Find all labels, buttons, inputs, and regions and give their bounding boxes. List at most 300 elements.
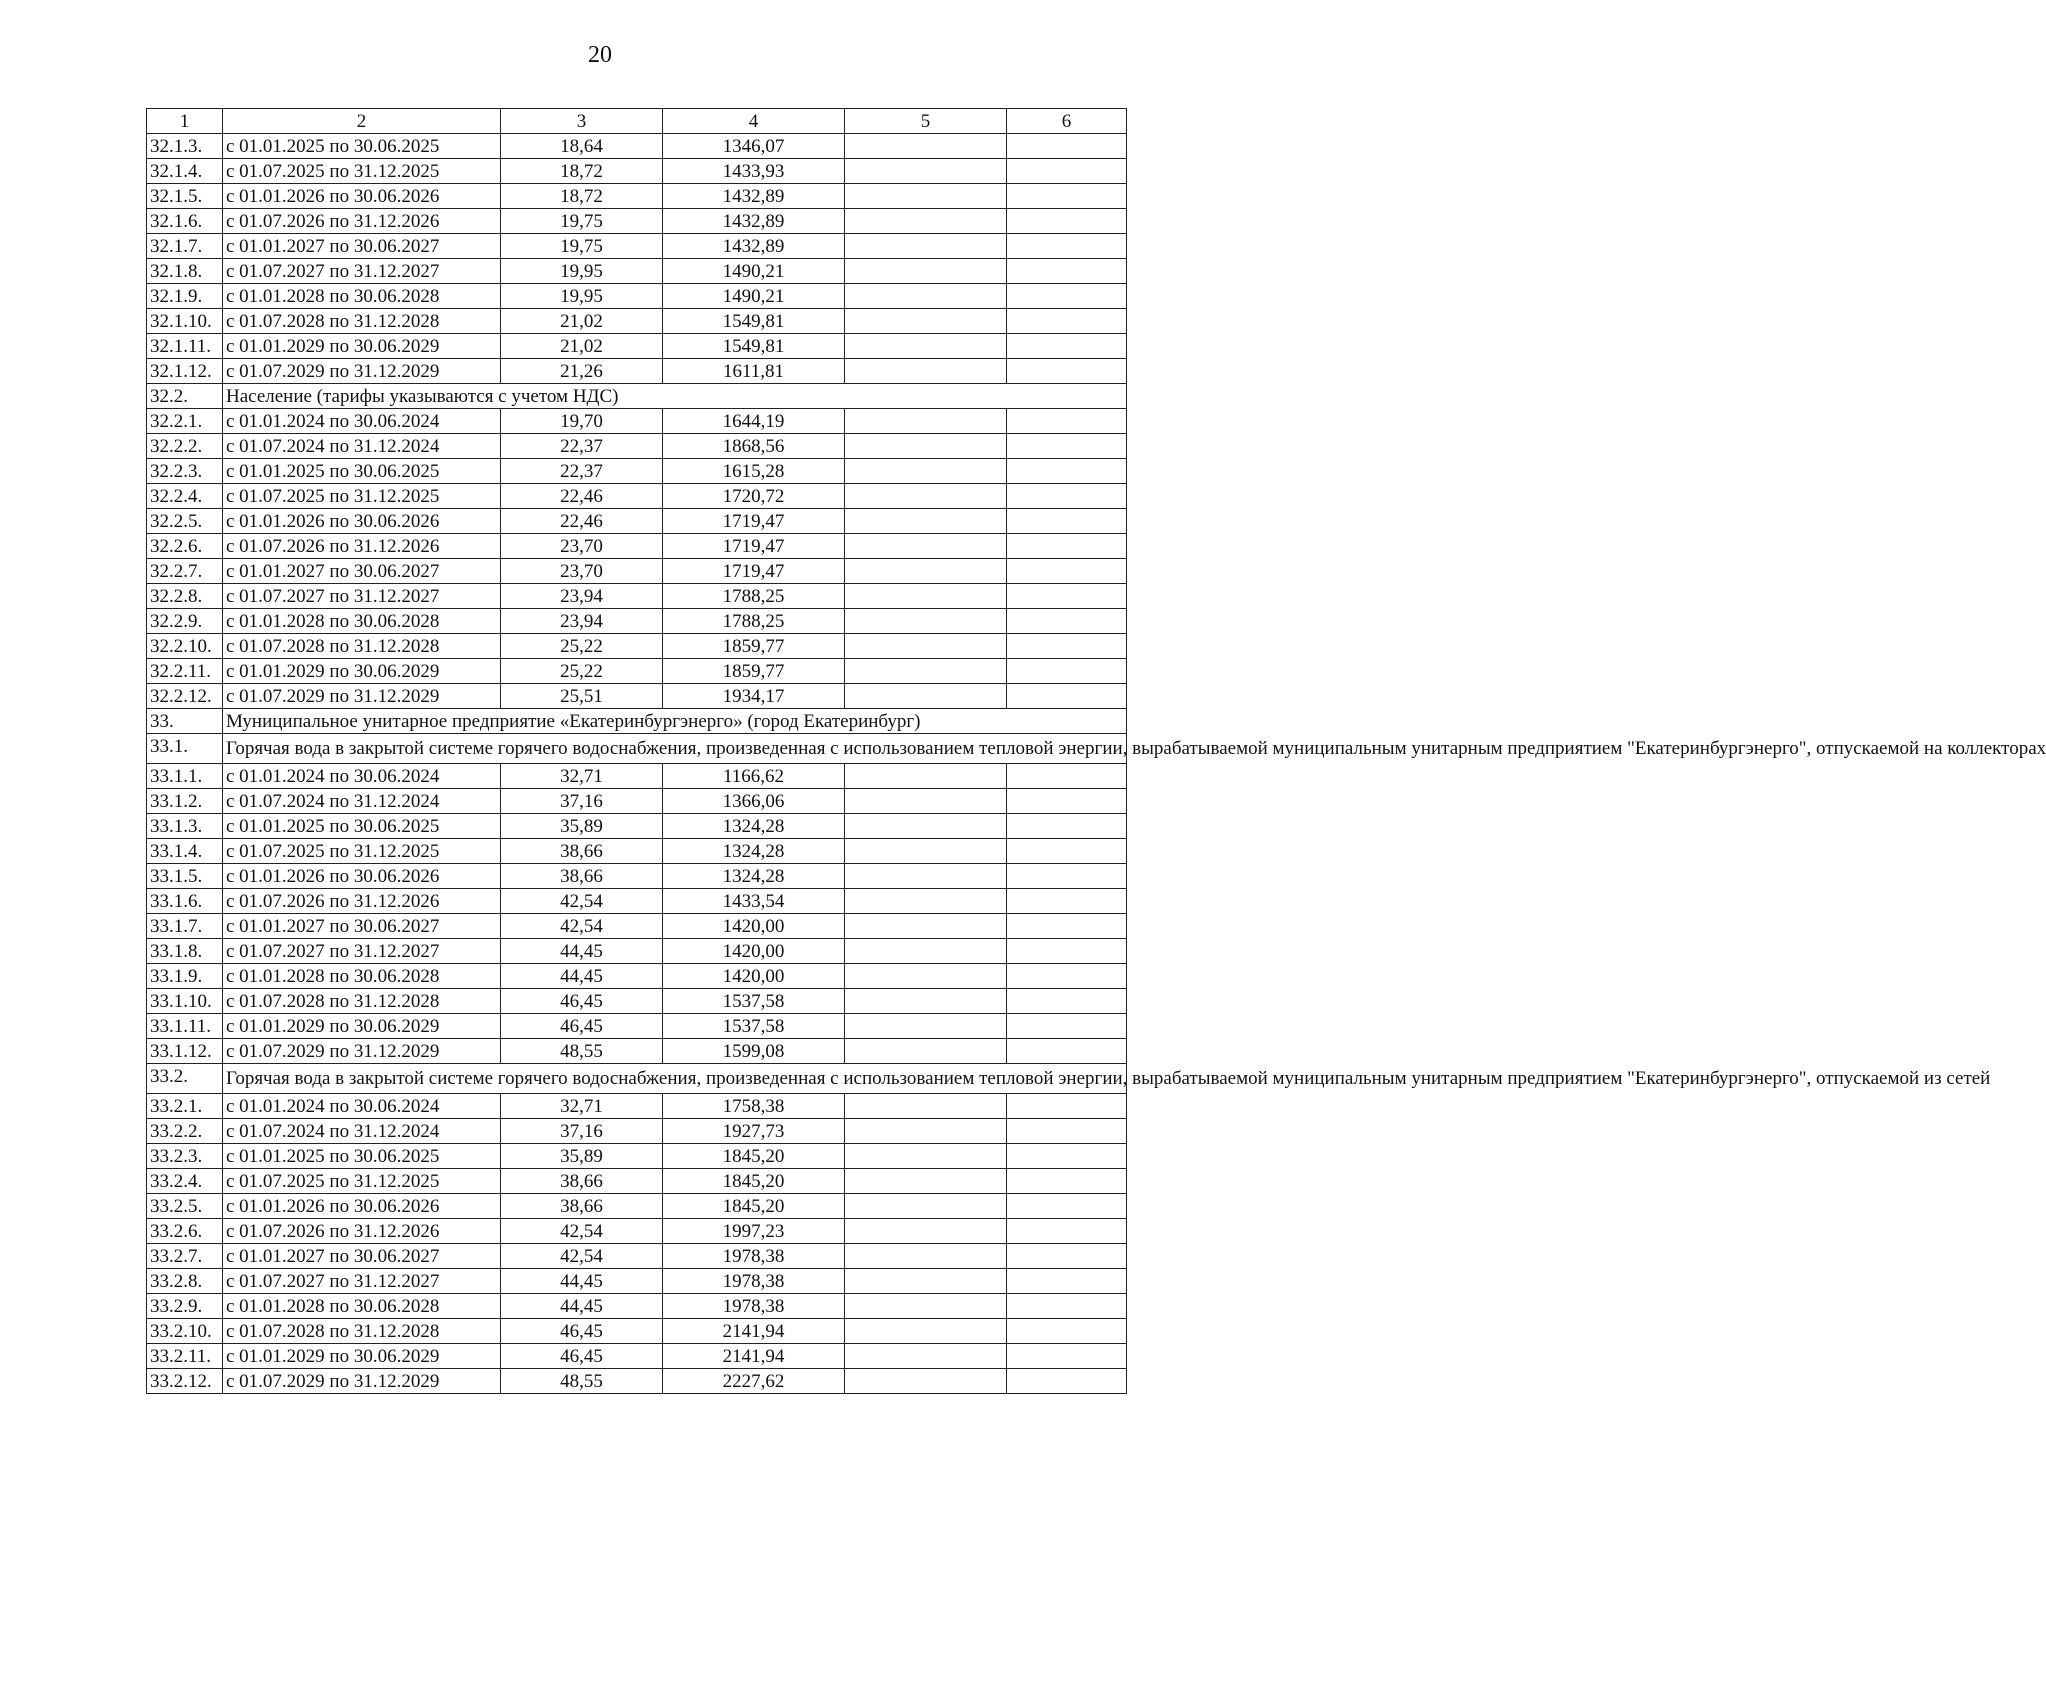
header-cell-6: 6 xyxy=(1007,109,1127,134)
page-number: 20 xyxy=(588,42,612,68)
period-cell: с 01.07.2025 по 31.12.2025 xyxy=(223,484,501,509)
period-cell: с 01.01.2027 по 30.06.2027 xyxy=(223,914,501,939)
empty-col6 xyxy=(1007,584,1127,609)
empty-col6 xyxy=(1007,1169,1127,1194)
description-row xyxy=(147,1064,1127,1094)
row-number: 32.1.3. xyxy=(147,134,223,159)
period-cell: с 01.07.2026 по 31.12.2026 xyxy=(223,1219,501,1244)
empty-col5 xyxy=(845,484,1007,509)
empty-col5 xyxy=(845,509,1007,534)
table-row xyxy=(147,684,1127,709)
section-title: Население (тарифы указываются с учетом НДС) xyxy=(223,384,1127,409)
value-col3: 22,46 xyxy=(501,509,663,534)
value-col4: 1432,89 xyxy=(663,209,845,234)
row-number: 32.1.11. xyxy=(147,334,223,359)
row-number: 32.2.7. xyxy=(147,559,223,584)
value-col4: 1599,08 xyxy=(663,1039,845,1064)
value-col3: 18,72 xyxy=(501,159,663,184)
row-number: 32.2. xyxy=(147,384,223,409)
empty-col5 xyxy=(845,789,1007,814)
value-col4: 1537,58 xyxy=(663,989,845,1014)
table-row xyxy=(147,659,1127,684)
value-col3: 21,02 xyxy=(501,334,663,359)
period-cell: с 01.01.2025 по 30.06.2025 xyxy=(223,134,501,159)
value-col3: 19,95 xyxy=(501,259,663,284)
value-col3: 19,95 xyxy=(501,284,663,309)
empty-col6 xyxy=(1007,1244,1127,1269)
row-number: 33.2.5. xyxy=(147,1194,223,1219)
empty-col5 xyxy=(845,634,1007,659)
value-col3: 23,94 xyxy=(501,609,663,634)
row-number: 32.2.10. xyxy=(147,634,223,659)
empty-col5 xyxy=(845,409,1007,434)
period-cell: с 01.07.2026 по 31.12.2026 xyxy=(223,889,501,914)
table-row xyxy=(147,509,1127,534)
empty-col6 xyxy=(1007,1319,1127,1344)
row-number: 32.1.9. xyxy=(147,284,223,309)
period-cell: с 01.01.2028 по 30.06.2028 xyxy=(223,964,501,989)
row-number: 32.1.10. xyxy=(147,309,223,334)
row-number: 32.2.11. xyxy=(147,659,223,684)
table-row xyxy=(147,1094,1127,1119)
row-number: 32.1.5. xyxy=(147,184,223,209)
period-cell: с 01.01.2026 по 30.06.2026 xyxy=(223,509,501,534)
header-cell-3: 3 xyxy=(501,109,663,134)
table-row xyxy=(147,889,1127,914)
empty-col6 xyxy=(1007,159,1127,184)
row-number: 33.1.9. xyxy=(147,964,223,989)
row-number: 33.2.11. xyxy=(147,1344,223,1369)
value-col4: 1433,93 xyxy=(663,159,845,184)
table-row xyxy=(147,764,1127,789)
table-row xyxy=(147,814,1127,839)
empty-col5 xyxy=(845,659,1007,684)
period-cell: с 01.07.2027 по 31.12.2027 xyxy=(223,259,501,284)
value-col3: 22,37 xyxy=(501,459,663,484)
row-number: 33.2.7. xyxy=(147,1244,223,1269)
tariff-table-body xyxy=(147,109,2046,1394)
period-cell: с 01.01.2028 по 30.06.2028 xyxy=(223,609,501,634)
row-number: 32.1.8. xyxy=(147,259,223,284)
row-number: 33. xyxy=(147,709,223,734)
table-row xyxy=(147,989,1127,1014)
period-cell: с 01.01.2027 по 30.06.2027 xyxy=(223,559,501,584)
row-number: 33.2.9. xyxy=(147,1294,223,1319)
section-row xyxy=(147,384,1127,409)
period-cell: с 01.07.2024 по 31.12.2024 xyxy=(223,789,501,814)
table-row xyxy=(147,964,1127,989)
empty-col5 xyxy=(845,939,1007,964)
value-col4: 1719,47 xyxy=(663,559,845,584)
empty-col6 xyxy=(1007,1119,1127,1144)
empty-col5 xyxy=(845,1369,1007,1394)
header-cell-4: 4 xyxy=(663,109,845,134)
value-col4: 1366,06 xyxy=(663,789,845,814)
empty-col6 xyxy=(1007,1014,1127,1039)
period-cell: с 01.01.2027 по 30.06.2027 xyxy=(223,234,501,259)
table-row xyxy=(147,1369,1127,1394)
value-col4: 1166,62 xyxy=(663,764,845,789)
empty-col5 xyxy=(845,1144,1007,1169)
empty-col6 xyxy=(1007,184,1127,209)
table-row xyxy=(147,284,1127,309)
table-row xyxy=(147,334,1127,359)
value-col4: 1845,20 xyxy=(663,1169,845,1194)
period-cell: с 01.07.2026 по 31.12.2026 xyxy=(223,209,501,234)
empty-col5 xyxy=(845,534,1007,559)
value-col3: 18,64 xyxy=(501,134,663,159)
period-cell: с 01.07.2024 по 31.12.2024 xyxy=(223,434,501,459)
period-cell: с 01.01.2025 по 30.06.2025 xyxy=(223,459,501,484)
empty-col5 xyxy=(845,1319,1007,1344)
value-col3: 21,02 xyxy=(501,309,663,334)
empty-col5 xyxy=(845,1344,1007,1369)
table-row xyxy=(147,584,1127,609)
empty-col5 xyxy=(845,259,1007,284)
empty-col5 xyxy=(845,1244,1007,1269)
value-col4: 1346,07 xyxy=(663,134,845,159)
table-row xyxy=(147,259,1127,284)
value-col4: 1719,47 xyxy=(663,509,845,534)
table-row xyxy=(147,434,1127,459)
row-number: 32.1.4. xyxy=(147,159,223,184)
period-cell: с 01.01.2025 по 30.06.2025 xyxy=(223,1144,501,1169)
empty-col6 xyxy=(1007,659,1127,684)
value-col4: 1859,77 xyxy=(663,659,845,684)
empty-col5 xyxy=(845,1294,1007,1319)
period-cell: с 01.01.2026 по 30.06.2026 xyxy=(223,864,501,889)
value-col4: 1788,25 xyxy=(663,584,845,609)
empty-col6 xyxy=(1007,1219,1127,1244)
empty-col5 xyxy=(845,434,1007,459)
period-cell: с 01.07.2028 по 31.12.2028 xyxy=(223,989,501,1014)
empty-col5 xyxy=(845,964,1007,989)
value-col3: 25,22 xyxy=(501,659,663,684)
value-col4: 2141,94 xyxy=(663,1344,845,1369)
row-number: 33.1.5. xyxy=(147,864,223,889)
value-col3: 32,71 xyxy=(501,764,663,789)
empty-col5 xyxy=(845,334,1007,359)
row-number: 32.2.9. xyxy=(147,609,223,634)
header-cell-1: 1 xyxy=(147,109,223,134)
value-col3: 19,75 xyxy=(501,234,663,259)
value-col4: 1537,58 xyxy=(663,1014,845,1039)
value-col3: 35,89 xyxy=(501,814,663,839)
value-col3: 44,45 xyxy=(501,939,663,964)
value-col4: 1420,00 xyxy=(663,914,845,939)
empty-col5 xyxy=(845,989,1007,1014)
value-col3: 22,37 xyxy=(501,434,663,459)
empty-col5 xyxy=(845,584,1007,609)
value-col3: 18,72 xyxy=(501,184,663,209)
table-row xyxy=(147,1294,1127,1319)
table-row xyxy=(147,634,1127,659)
value-col3: 35,89 xyxy=(501,1144,663,1169)
period-cell: с 01.07.2027 по 31.12.2027 xyxy=(223,939,501,964)
value-col3: 38,66 xyxy=(501,1169,663,1194)
table-row xyxy=(147,864,1127,889)
value-col3: 48,55 xyxy=(501,1369,663,1394)
empty-col5 xyxy=(845,359,1007,384)
period-cell: с 01.01.2026 по 30.06.2026 xyxy=(223,1194,501,1219)
empty-col6 xyxy=(1007,434,1127,459)
row-number: 33.1.10. xyxy=(147,989,223,1014)
value-col4: 1978,38 xyxy=(663,1269,845,1294)
empty-col6 xyxy=(1007,1194,1127,1219)
table-row xyxy=(147,459,1127,484)
row-number: 32.2.5. xyxy=(147,509,223,534)
table-row xyxy=(147,209,1127,234)
empty-col6 xyxy=(1007,234,1127,259)
value-col3: 23,70 xyxy=(501,559,663,584)
empty-col5 xyxy=(845,1269,1007,1294)
table-row xyxy=(147,789,1127,814)
table-row xyxy=(147,1014,1127,1039)
empty-col5 xyxy=(845,459,1007,484)
value-col4: 1420,00 xyxy=(663,939,845,964)
period-cell: с 01.01.2028 по 30.06.2028 xyxy=(223,284,501,309)
period-cell: с 01.01.2029 по 30.06.2029 xyxy=(223,334,501,359)
table-row xyxy=(147,559,1127,584)
row-number: 33.1.7. xyxy=(147,914,223,939)
table-row xyxy=(147,1269,1127,1294)
empty-col6 xyxy=(1007,989,1127,1014)
value-col3: 21,26 xyxy=(501,359,663,384)
period-cell: с 01.07.2025 по 31.12.2025 xyxy=(223,159,501,184)
period-cell: с 01.07.2029 по 31.12.2029 xyxy=(223,684,501,709)
value-col4: 1845,20 xyxy=(663,1194,845,1219)
empty-col6 xyxy=(1007,309,1127,334)
empty-col5 xyxy=(845,184,1007,209)
empty-col5 xyxy=(845,1014,1007,1039)
value-col3: 22,46 xyxy=(501,484,663,509)
empty-col6 xyxy=(1007,459,1127,484)
table-row xyxy=(147,939,1127,964)
header-cell-2: 2 xyxy=(223,109,501,134)
value-col3: 48,55 xyxy=(501,1039,663,1064)
row-number: 33.1.2. xyxy=(147,789,223,814)
empty-col6 xyxy=(1007,914,1127,939)
value-col4: 1490,21 xyxy=(663,259,845,284)
table-row xyxy=(147,839,1127,864)
period-cell: с 01.07.2026 по 31.12.2026 xyxy=(223,534,501,559)
value-col4: 1927,73 xyxy=(663,1119,845,1144)
table-row xyxy=(147,1144,1127,1169)
row-number: 32.2.3. xyxy=(147,459,223,484)
row-number: 32.2.2. xyxy=(147,434,223,459)
value-col4: 1978,38 xyxy=(663,1244,845,1269)
empty-col6 xyxy=(1007,259,1127,284)
empty-col5 xyxy=(845,1219,1007,1244)
period-cell: с 01.01.2029 по 30.06.2029 xyxy=(223,1014,501,1039)
value-col3: 42,54 xyxy=(501,914,663,939)
header-cell-5: 5 xyxy=(845,109,1007,134)
empty-col6 xyxy=(1007,684,1127,709)
value-col3: 46,45 xyxy=(501,1344,663,1369)
empty-col6 xyxy=(1007,284,1127,309)
row-number: 32.2.4. xyxy=(147,484,223,509)
empty-col5 xyxy=(845,159,1007,184)
period-cell: с 01.07.2029 по 31.12.2029 xyxy=(223,359,501,384)
table-row xyxy=(147,1169,1127,1194)
empty-col6 xyxy=(1007,939,1127,964)
value-col4: 1432,89 xyxy=(663,234,845,259)
row-number: 33.1.6. xyxy=(147,889,223,914)
value-col3: 38,66 xyxy=(501,839,663,864)
value-col3: 44,45 xyxy=(501,1269,663,1294)
table-row xyxy=(147,1194,1127,1219)
value-col3: 46,45 xyxy=(501,1319,663,1344)
period-cell: с 01.01.2025 по 30.06.2025 xyxy=(223,814,501,839)
period-cell: с 01.01.2029 по 30.06.2029 xyxy=(223,1344,501,1369)
value-col3: 37,16 xyxy=(501,789,663,814)
empty-col5 xyxy=(845,914,1007,939)
row-number: 32.2.12. xyxy=(147,684,223,709)
value-col4: 1997,23 xyxy=(663,1219,845,1244)
value-col4: 1978,38 xyxy=(663,1294,845,1319)
empty-col5 xyxy=(845,559,1007,584)
value-col4: 1868,56 xyxy=(663,434,845,459)
row-number: 33.2.1. xyxy=(147,1094,223,1119)
row-number: 32.1.7. xyxy=(147,234,223,259)
period-cell: с 01.07.2025 по 31.12.2025 xyxy=(223,1169,501,1194)
table-row xyxy=(147,309,1127,334)
table-row xyxy=(147,1344,1127,1369)
empty-col5 xyxy=(845,684,1007,709)
value-col4: 1758,38 xyxy=(663,1094,845,1119)
empty-col5 xyxy=(845,134,1007,159)
table-row xyxy=(147,159,1127,184)
table-row xyxy=(147,1244,1127,1269)
period-cell: с 01.07.2029 по 31.12.2029 xyxy=(223,1369,501,1394)
empty-col6 xyxy=(1007,889,1127,914)
row-number: 32.2.6. xyxy=(147,534,223,559)
empty-col5 xyxy=(845,1094,1007,1119)
row-number: 32.2.1. xyxy=(147,409,223,434)
row-number: 32.1.12. xyxy=(147,359,223,384)
value-col3: 38,66 xyxy=(501,864,663,889)
empty-col5 xyxy=(845,839,1007,864)
empty-col6 xyxy=(1007,789,1127,814)
empty-col6 xyxy=(1007,864,1127,889)
value-col4: 1720,72 xyxy=(663,484,845,509)
period-cell: с 01.07.2028 по 31.12.2028 xyxy=(223,634,501,659)
table-row xyxy=(147,359,1127,384)
table-row xyxy=(147,1219,1127,1244)
empty-col5 xyxy=(845,284,1007,309)
empty-col6 xyxy=(1007,1294,1127,1319)
period-cell: с 01.07.2029 по 31.12.2029 xyxy=(223,1039,501,1064)
section-title: Муниципальное унитарное предприятие «Екатеринбургэнерго» (город Екатеринбург) xyxy=(223,709,1127,734)
value-col3: 46,45 xyxy=(501,989,663,1014)
row-number: 33.1.8. xyxy=(147,939,223,964)
empty-col6 xyxy=(1007,1144,1127,1169)
table-row xyxy=(147,184,1127,209)
section-description: Горячая вода в закрытой системе горячего водоснабжения, произведенная с использованием тепловой энергии, вырабатываемой муниципальным унитарным предприятием "Екатеринбургэнерго", отпускаемой на коллекторах xyxy=(223,734,1127,764)
period-cell: с 01.01.2024 по 30.06.2024 xyxy=(223,1094,501,1119)
table-row xyxy=(147,234,1127,259)
empty-col5 xyxy=(845,209,1007,234)
empty-col6 xyxy=(1007,359,1127,384)
value-col3: 42,54 xyxy=(501,1219,663,1244)
description-row xyxy=(147,734,1127,764)
value-col3: 19,75 xyxy=(501,209,663,234)
value-col3: 25,22 xyxy=(501,634,663,659)
row-number: 33.2.10. xyxy=(147,1319,223,1344)
table-row xyxy=(147,1039,1127,1064)
empty-col5 xyxy=(845,1119,1007,1144)
row-number: 33.2.4. xyxy=(147,1169,223,1194)
period-cell: с 01.07.2025 по 31.12.2025 xyxy=(223,839,501,864)
empty-col6 xyxy=(1007,484,1127,509)
table-row xyxy=(147,914,1127,939)
empty-col5 xyxy=(845,814,1007,839)
empty-col6 xyxy=(1007,509,1127,534)
value-col4: 1859,77 xyxy=(663,634,845,659)
row-number: 32.2.8. xyxy=(147,584,223,609)
value-col3: 44,45 xyxy=(501,1294,663,1319)
period-cell: с 01.07.2024 по 31.12.2024 xyxy=(223,1119,501,1144)
value-col3: 42,54 xyxy=(501,889,663,914)
period-cell: с 01.01.2029 по 30.06.2029 xyxy=(223,659,501,684)
row-number: 33.2.3. xyxy=(147,1144,223,1169)
table-row xyxy=(147,609,1127,634)
row-number: 33.2.8. xyxy=(147,1269,223,1294)
value-col4: 1433,54 xyxy=(663,889,845,914)
empty-col6 xyxy=(1007,764,1127,789)
empty-col6 xyxy=(1007,609,1127,634)
period-cell: с 01.07.2028 по 31.12.2028 xyxy=(223,309,501,334)
value-col4: 2141,94 xyxy=(663,1319,845,1344)
period-cell: с 01.01.2027 по 30.06.2027 xyxy=(223,1244,501,1269)
row-number: 33.2. xyxy=(147,1064,223,1094)
value-col4: 1615,28 xyxy=(663,459,845,484)
period-cell: с 01.07.2028 по 31.12.2028 xyxy=(223,1319,501,1344)
row-number: 33.1.3. xyxy=(147,814,223,839)
empty-col5 xyxy=(845,234,1007,259)
empty-col5 xyxy=(845,864,1007,889)
value-col4: 1549,81 xyxy=(663,309,845,334)
table-row xyxy=(147,1319,1127,1344)
value-col4: 1611,81 xyxy=(663,359,845,384)
value-col4: 1324,28 xyxy=(663,814,845,839)
table-row xyxy=(147,484,1127,509)
empty-col6 xyxy=(1007,1344,1127,1369)
row-number: 33.1.12. xyxy=(147,1039,223,1064)
empty-col6 xyxy=(1007,1094,1127,1119)
value-col3: 37,16 xyxy=(501,1119,663,1144)
empty-col6 xyxy=(1007,559,1127,584)
value-col4: 1934,17 xyxy=(663,684,845,709)
empty-col5 xyxy=(845,609,1007,634)
value-col3: 25,51 xyxy=(501,684,663,709)
row-number: 33.2.12. xyxy=(147,1369,223,1394)
empty-col6 xyxy=(1007,334,1127,359)
value-col4: 1845,20 xyxy=(663,1144,845,1169)
period-cell: с 01.07.2027 по 31.12.2027 xyxy=(223,1269,501,1294)
table-row xyxy=(147,409,1127,434)
empty-col6 xyxy=(1007,634,1127,659)
value-col4: 1420,00 xyxy=(663,964,845,989)
empty-col6 xyxy=(1007,964,1127,989)
value-col4: 2227,62 xyxy=(663,1369,845,1394)
empty-col6 xyxy=(1007,839,1127,864)
value-col4: 1490,21 xyxy=(663,284,845,309)
value-col3: 46,45 xyxy=(501,1014,663,1039)
value-col4: 1719,47 xyxy=(663,534,845,559)
empty-col6 xyxy=(1007,1369,1127,1394)
empty-col6 xyxy=(1007,409,1127,434)
